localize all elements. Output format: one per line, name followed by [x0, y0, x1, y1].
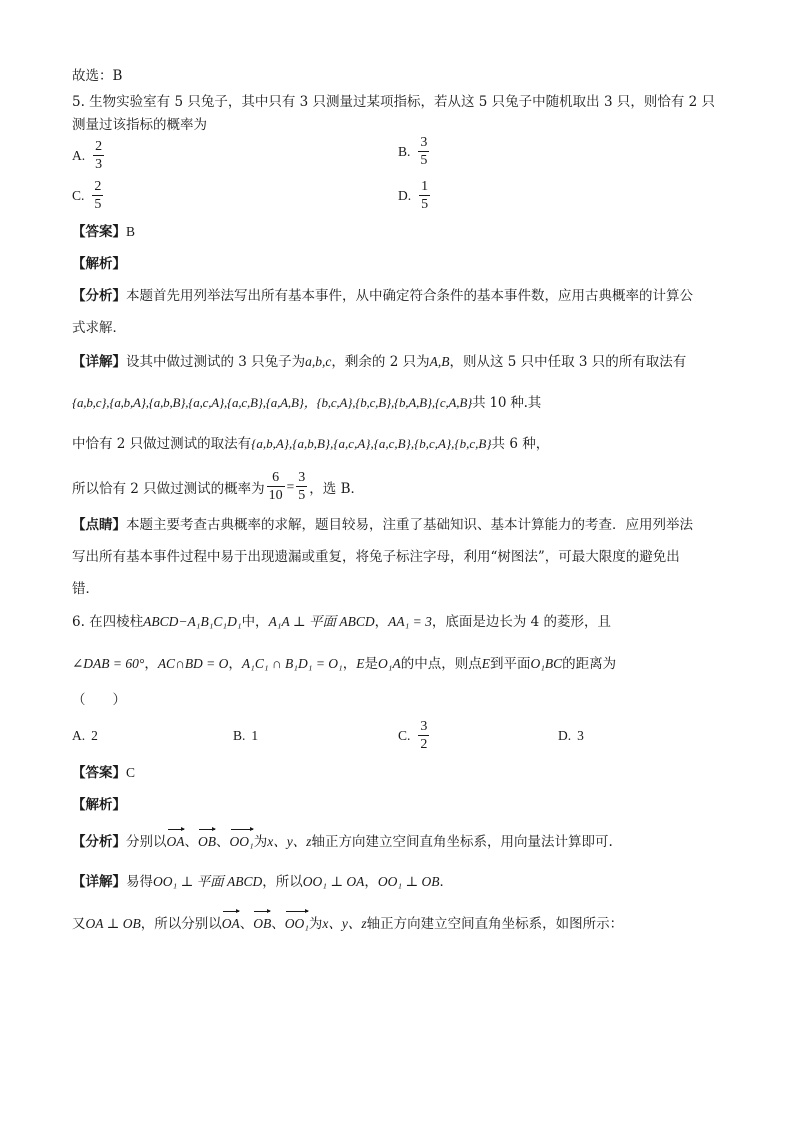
text: ， [228, 656, 242, 672]
q6-xiangjie-line1 [72, 872, 453, 892]
math-angle: ∠DAB = 60° [72, 656, 145, 671]
math-vars: A,B [429, 354, 450, 369]
math-perp: OO₁ ⊥ OB [377, 874, 440, 889]
text: 的中点，则点 [400, 656, 482, 672]
q5-dianjing-line1 [72, 515, 693, 535]
q6-option-a [72, 728, 98, 744]
option-value: 1 [251, 728, 259, 743]
denominator: 5 [94, 197, 102, 212]
denominator: 3 [95, 157, 103, 172]
text: 中， [241, 614, 269, 630]
option-label: C. [72, 187, 85, 203]
text: 又 [72, 916, 86, 932]
math-plane: O₁BC [530, 656, 563, 671]
q5-option-b [398, 134, 431, 169]
q5-fenxi-line1 [72, 286, 693, 306]
q5-analysis-tag: 【解析】 [72, 256, 126, 272]
math-perp: A₁A ⊥ 平面 ABCD [268, 614, 375, 629]
numerator: 6 [272, 470, 280, 485]
q6-xiangjie-line2 [72, 914, 623, 934]
numerator: 3 [420, 135, 428, 150]
option-label: D. [558, 728, 572, 743]
q5-stem-line1: 5. 生物实验室有 5 只兔子，其中只有 3 只测量过某项指标，若从这 5 只兔子中随机取出 3 只，则恰有 2 只 [72, 94, 716, 110]
math-prism: ABCD−A₁B₁C₁D₁ [143, 614, 242, 629]
text: ， [342, 656, 357, 672]
numerator: 1 [421, 179, 429, 194]
q5-dianjing-line3: 错． [72, 581, 99, 597]
text: 轴正方向建立空间直角坐标系，用向量法计算即可. [311, 834, 613, 850]
q6-stem-line2 [72, 654, 616, 674]
option-fraction [92, 178, 103, 213]
vector-ob: OB [198, 832, 216, 852]
text: 共 10 种.其 [472, 395, 542, 411]
q6-fenxi-line [72, 832, 613, 852]
option-label: B. [233, 728, 246, 743]
q5-xiangjie-line2 [72, 393, 541, 413]
vector-ob: OB [253, 914, 271, 934]
numerator: 3 [298, 470, 306, 485]
text: ， [364, 874, 378, 890]
separator: 、 [216, 834, 230, 850]
answer-tag: 【答案】 [72, 224, 126, 240]
q5-xiangjie-line3 [72, 434, 549, 454]
text: ，选 B． [309, 480, 365, 497]
math-intersection: A₁C₁ ∩ B₁D₁ = O₁ [241, 656, 343, 671]
vector-oo1: OO₁ [230, 832, 254, 852]
q6-option-c [398, 718, 431, 753]
separator: 、 [239, 916, 254, 932]
text: 6. 在四棱柱 [72, 614, 144, 630]
text: ，剩余的 2 只为 [331, 354, 430, 370]
text: 共 6 种， [491, 436, 550, 452]
text: 的距离为 [562, 656, 617, 672]
text: 易得 [126, 874, 153, 890]
text: 中恰有 2 只做过测试的取法有 [72, 436, 252, 452]
text: ， [374, 614, 389, 630]
option-fraction [418, 134, 429, 169]
numerator: 2 [94, 179, 102, 194]
fraction [296, 469, 307, 504]
option-label: C. [398, 727, 411, 743]
math-sets: {a,b,c},{a,b,A},{a,b,B},{a,c,A},{a,c,B},{a,A,B}，{b,c,A},{b,c,B},{b,A,B},{c,A,B} [72, 395, 473, 410]
fenxi-tag: 【分析】 [72, 288, 126, 304]
q5-answer [72, 222, 135, 242]
text: 所以恰有 2 只做过测试的概率为 [72, 480, 265, 497]
numerator: 3 [420, 719, 428, 734]
fraction [267, 469, 285, 504]
text: ，所以 [262, 874, 303, 890]
xiangjie-tag: 【详解】 [72, 354, 126, 370]
math-vars: a,b,c [305, 354, 332, 369]
xiangjie-tag: 【详解】 [72, 874, 126, 890]
q6-analysis-tag: 【解析】 [72, 797, 126, 813]
denominator: 5 [421, 197, 429, 212]
denominator: 2 [420, 737, 428, 752]
separator: 、 [271, 916, 285, 932]
answer-tag: 【答案】 [72, 765, 126, 781]
text: 到平面 [489, 656, 531, 672]
option-label: A. [72, 147, 86, 163]
text: 设其中做过测试的 3 只兔子为 [126, 354, 306, 370]
q5-xiangjie-line1 [72, 352, 686, 372]
fenxi-tag: 【分析】 [72, 834, 126, 850]
separator: 、 [184, 834, 198, 850]
option-fraction [93, 138, 104, 173]
option-value: 3 [577, 728, 584, 743]
text: 分别以 [126, 834, 167, 850]
q6-stem-line1 [72, 612, 611, 632]
numerator: 2 [95, 139, 103, 154]
denominator: 10 [268, 488, 283, 503]
math-axes: x、y、z [322, 916, 367, 931]
math-perp: OO₁ ⊥ OA [302, 874, 365, 889]
denominator: 5 [420, 153, 428, 168]
text: ，所以分别以 [140, 916, 222, 932]
vector-oo1: OO₁ [285, 914, 309, 934]
dianjing-tag: 【点睛】 [72, 517, 126, 533]
q5-dianjing-line2: 写出所有基本事件过程中易于出现遗漏或重复，将兔子标注字母，利用“树图法”，可最大限度的避免出 [72, 549, 680, 565]
q6-option-b [233, 728, 258, 744]
math-perp: OA ⊥ OB [85, 916, 141, 931]
q5-option-a [72, 138, 106, 173]
option-value: 2 [91, 728, 98, 743]
equals: = [286, 478, 295, 494]
math-segment: O₁A [378, 656, 401, 671]
answer-value: B [126, 224, 136, 239]
text: 为 [308, 916, 323, 932]
text: ， [144, 656, 158, 672]
math-point: E [356, 656, 365, 671]
q5-fenxi-line2: 式求解． [72, 320, 126, 336]
answer-value: C [126, 765, 136, 780]
q5-stem-line2: 测量过该指标的概率为 [72, 117, 207, 133]
math-length: AA₁ = 3 [388, 614, 432, 629]
text: 是 [364, 656, 378, 672]
text: ． [439, 874, 454, 890]
option-label: D. [398, 187, 412, 203]
math-perp: OO₁ ⊥ 平面 ABCD [153, 874, 263, 889]
math-axes: x、y、z [267, 834, 312, 849]
denominator: 5 [298, 488, 306, 503]
option-fraction [418, 718, 429, 753]
q5-option-d [398, 178, 432, 213]
q5-option-c [72, 178, 105, 213]
option-label: A. [72, 728, 86, 743]
math-sets: {a,b,A},{a,b,B},{a,c,A},{a,c,B},{b,c,A},{b,c,B} [251, 436, 492, 451]
vector-oa: OA [222, 914, 240, 934]
q6-option-d [558, 728, 584, 744]
vector-oa: OA [167, 832, 185, 852]
text: ，底面是边长为 4 的菱形，且 [431, 614, 612, 630]
text: 本题主要考查古典概率的求解，题目较易，注重了基础知识、基本计算能力的考查．应用列举法 [126, 517, 693, 533]
q6-answer [72, 763, 135, 783]
q5-xiangjie-line4 [72, 469, 364, 504]
text: 为 [253, 834, 268, 850]
fenxi-text: 本题首先用列举法写出所有基本事件，从中确定符合条件的基本事件数，应用古典概率的计算公 [126, 288, 693, 304]
math-intersection: AC∩BD = O [157, 656, 229, 671]
option-label: B. [398, 143, 411, 159]
q6-paren: （ ） [72, 692, 126, 708]
prev-answer-line: 故选：B [72, 68, 123, 84]
option-fraction [419, 178, 430, 213]
text: 轴正方向建立空间直角坐标系，如图所示： [366, 916, 624, 932]
math-point: E [481, 656, 490, 671]
text: ，则从这 5 只中任取 3 只的所有取法有 [449, 354, 687, 370]
